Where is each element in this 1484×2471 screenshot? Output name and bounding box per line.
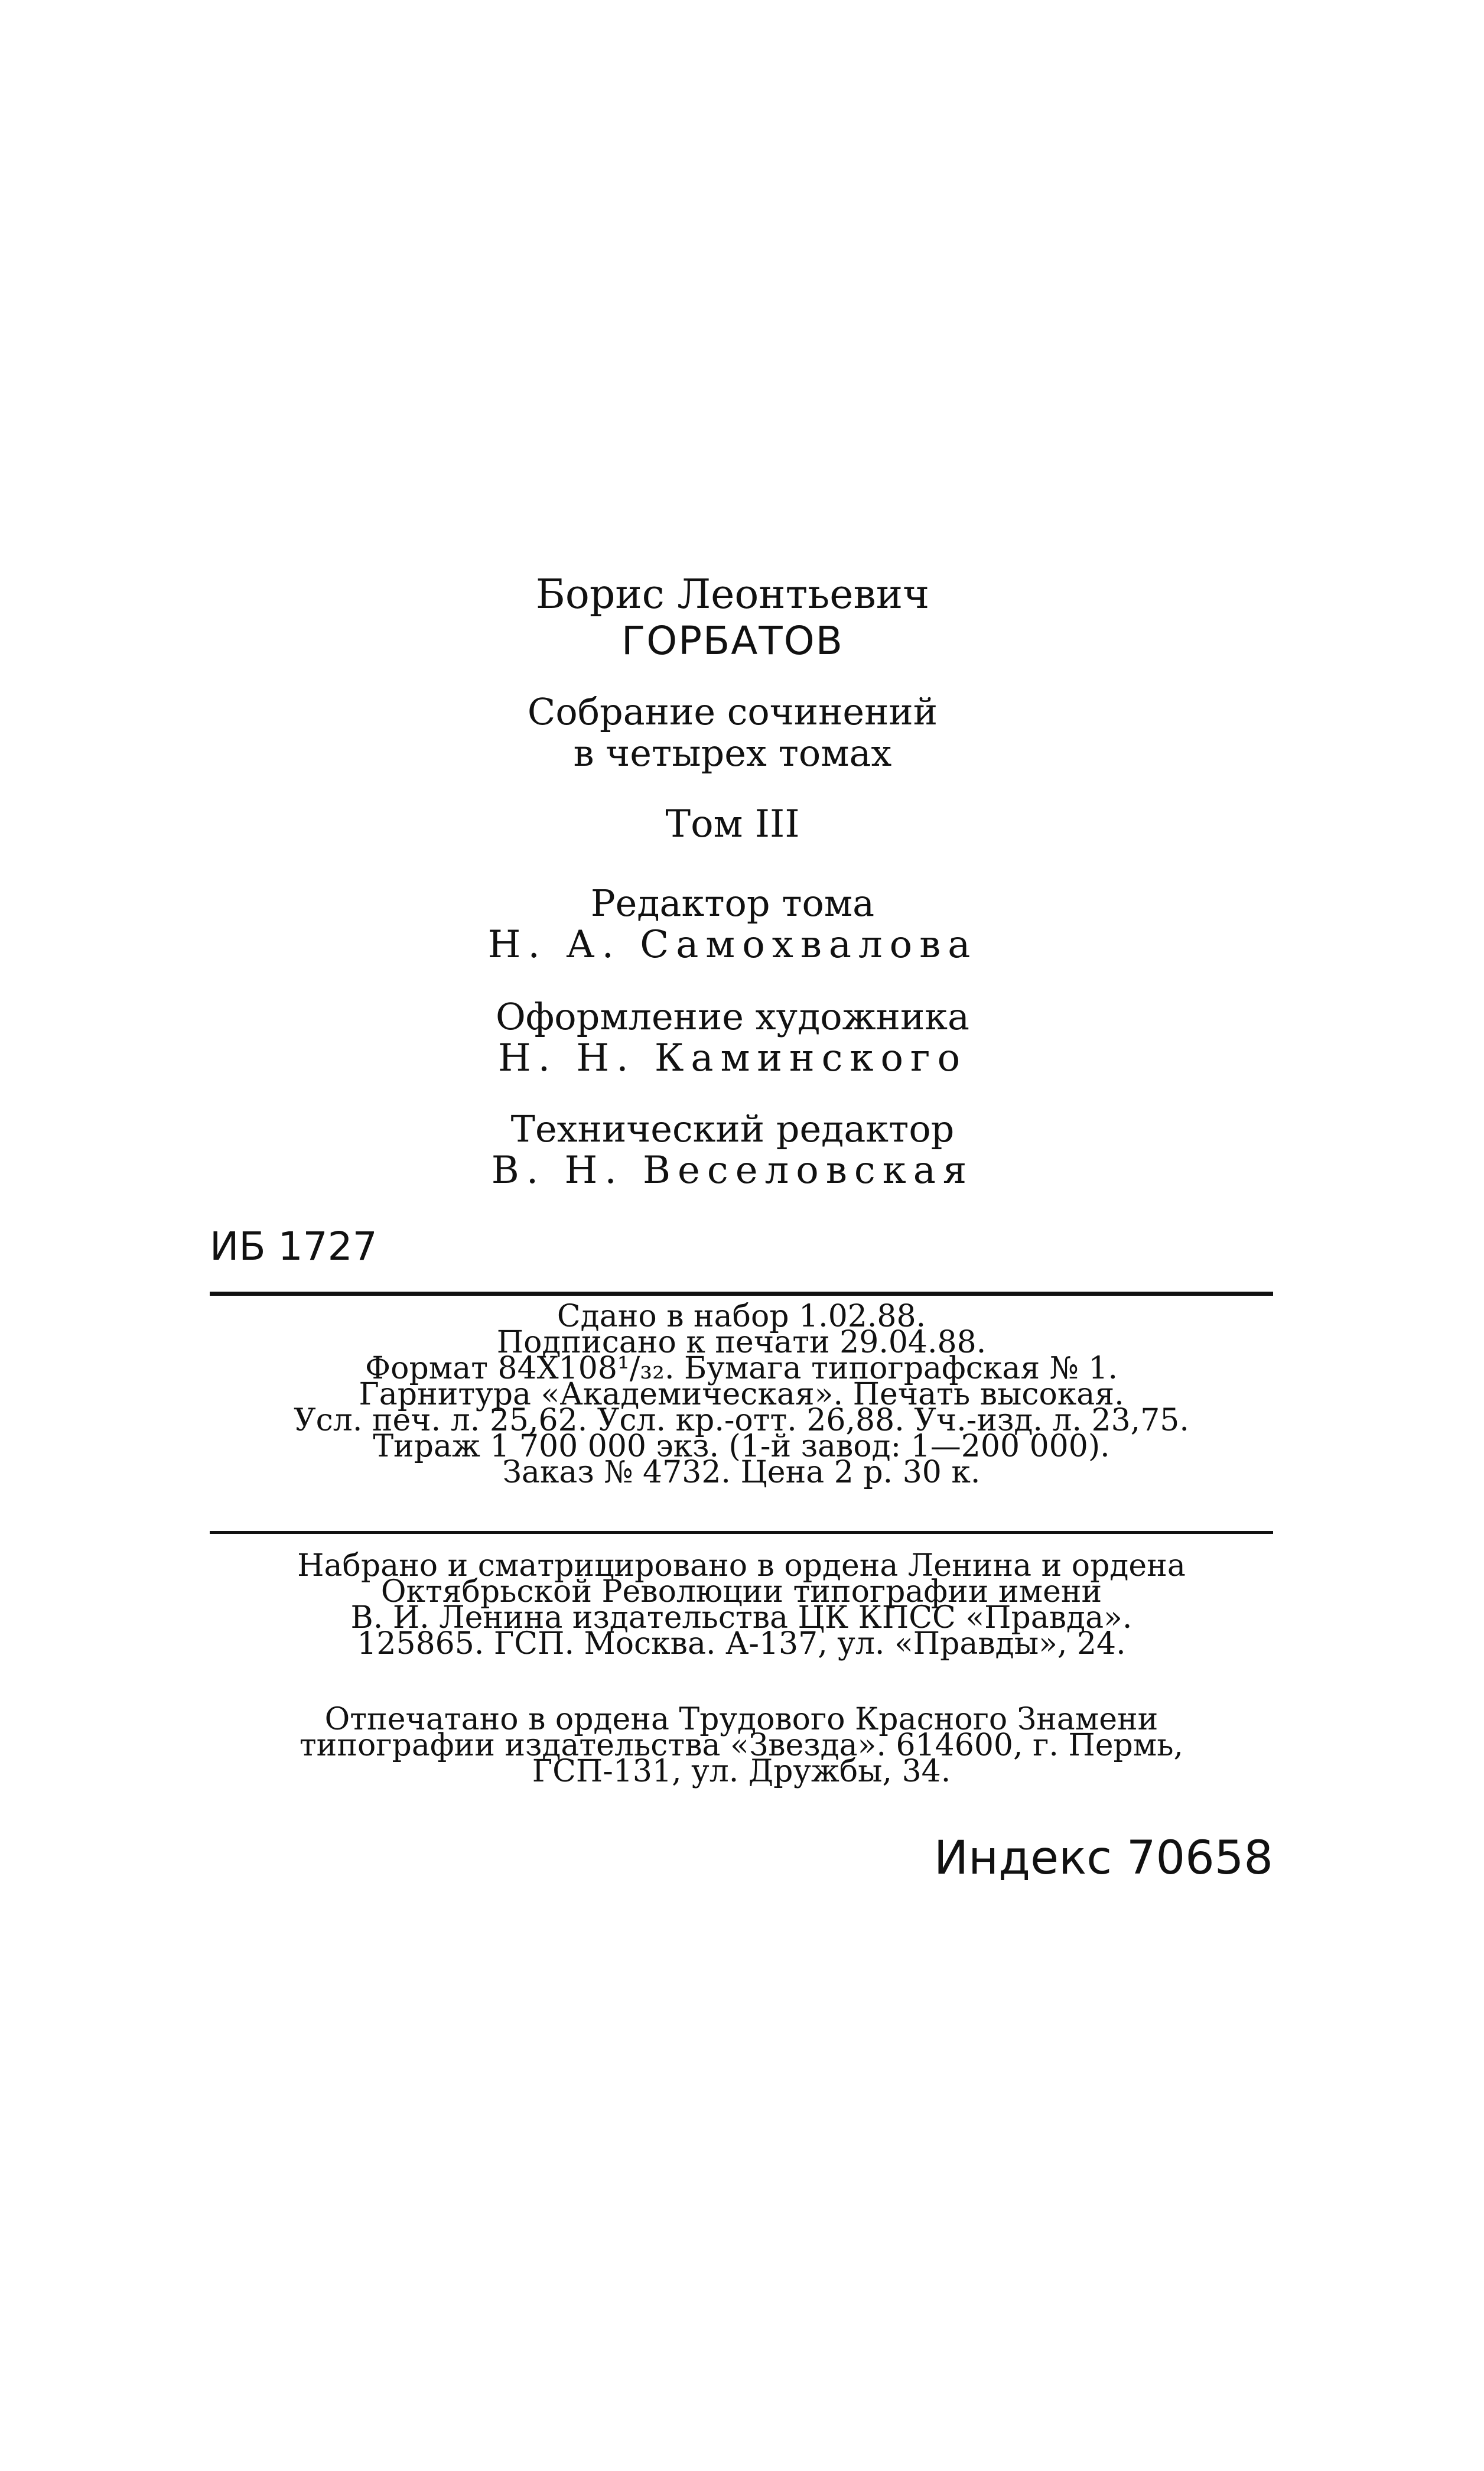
volume-number: Том III (665, 802, 800, 846)
typesetting-line: Набрано и сматрицировано в ордена Ленина и ордена (297, 1548, 1186, 1584)
work-title-line-1: Собрание сочинений (527, 690, 938, 733)
printing-line: типографии издательства «Звезда». 614600, г. Пермь, (299, 1728, 1184, 1763)
author-name: Борис Леонтьевич (535, 571, 930, 618)
work-title-line-2: в четырех томах (573, 731, 892, 775)
imprint-block (210, 1299, 1273, 1490)
imprint-line: Тираж 1 700 000 экз. (1-й завод: 1—200 000). (373, 1429, 1110, 1464)
design-credit (437, 996, 1028, 1079)
volume-editor-role: Редактор тома (590, 882, 875, 925)
tech-editor-name: В. Н. Веселовская (491, 1149, 974, 1192)
printing-line: ГСП-131, ул. Дружбы, 34. (532, 1754, 951, 1789)
imprint-line: Заказ № 4732. Цена 2 р. 30 к. (502, 1455, 981, 1490)
ib-number: ИБ 1727 (210, 1224, 377, 1269)
volume-editor-credit (437, 883, 1028, 965)
volume-editor-name: Н. А. Самохвалова (487, 923, 978, 967)
author-surname: ГОРБАТОВ (621, 618, 844, 664)
typesetting-line: 125865. ГСП. Москва. А-137, ул. «Правды», 24. (357, 1626, 1126, 1662)
tech-editor-role: Технический редактор (510, 1107, 955, 1150)
design-name: Н. Н. Каминского (497, 1036, 968, 1080)
printing-block (210, 1702, 1273, 1789)
tech-editor-credit (437, 1108, 1028, 1191)
divider-bottom (210, 1531, 1273, 1534)
imprint-line: Формат 84Х108¹/₃₂. Бумага типографская № 1. (365, 1351, 1118, 1386)
imprint-line: Усл. печ. л. 25,62. Усл. кр.-отт. 26,88. Уч.-изд. л. 23,75. (294, 1403, 1189, 1438)
typesetting-block (210, 1548, 1273, 1662)
divider-top (210, 1292, 1273, 1296)
imprint-line: Подписано к печати 29.04.88. (496, 1325, 987, 1360)
imprint-line: Гарнитура «Академическая». Печать высокая. (359, 1377, 1124, 1412)
printing-line: Отпечатано в ордена Трудового Красного Знамени (324, 1702, 1158, 1737)
index-code: Индекс 70658 (933, 1832, 1273, 1885)
typesetting-line: В. И. Ленина издательства ЦК КПСС «Правда». (350, 1600, 1132, 1636)
volume-label (437, 804, 1028, 845)
typesetting-line: Октябрьской Революции типографии имени (380, 1574, 1102, 1610)
author-block (437, 572, 1028, 664)
imprint-line: Сдано в набор 1.02.88. (556, 1299, 926, 1334)
work-title-block (437, 691, 1028, 774)
design-role: Оформление художника (495, 995, 970, 1038)
